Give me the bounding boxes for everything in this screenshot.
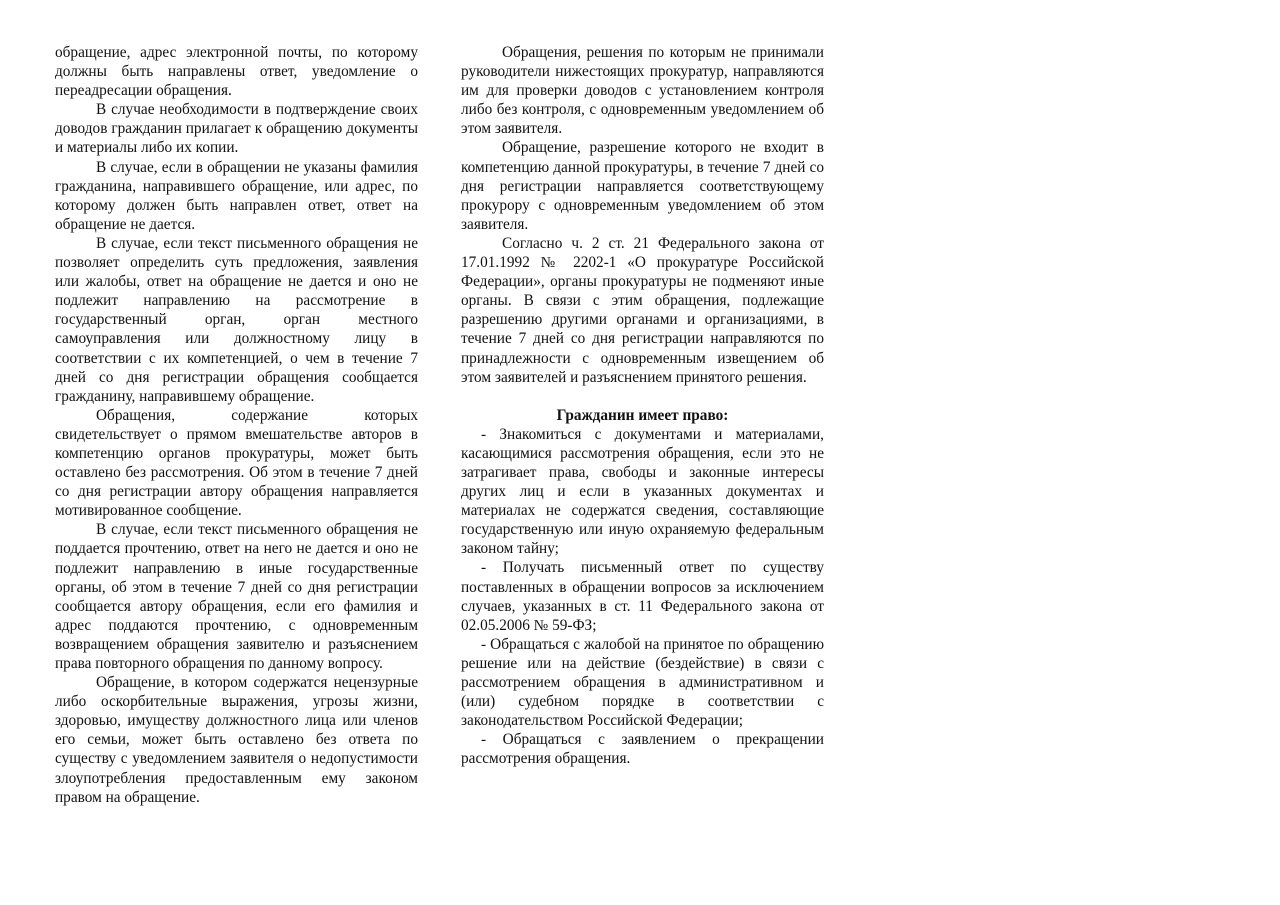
rights-item-written-answer: - Получать письменный ответ по существу поставленных в обращении вопросов за исключением случаев, указанных в ст. 11 Федерального закона от 02.05.2006 № 59-ФЗ;: [461, 559, 824, 634]
paragraph-prosecutor-law: Согласно ч. 2 ст. 21 Федерального закона от 17.01.1992 № 2202-1 «О прокуратуре Российской Федерации», органы прокуратуры не подменяют иные органы. В связи с этим обращения, подлежащие разрешению другими органами и организациями, в течение 7 дней со дня регистрации направляются по принадлежности с одновременным извещением об этом заявителей и разъяснением принятого решения.: [461, 234, 824, 386]
right-column: [461, 43, 824, 768]
paragraph-offensive-language: Обращение, в котором содержатся нецензурные либо оскорбительные выражения, угрозы жизни, здоровью, имуществу должностного лица или членов его семьи, может быть оставлено без ответа по существу с уведомлением заявителя о недопустимости злоупотребления предоставленным ему законом правом на обращение.: [55, 674, 418, 806]
paragraph-supporting-documents: В случае необходимости в подтверждение своих доводов гражданин прилагает к обращению документы и материалы либо их копии.: [55, 101, 418, 157]
paragraph-interference: Обращения, содержание которых свидетельствует о прямом вмешательстве авторов в компетенцию органов прокуратуры, может быть оставлено без рассмотрения. Об этом в течение 7 дней со дня регистрации автору обращения направляется мотивированное сообщение.: [55, 406, 418, 520]
rights-item-termination: - Обращаться с заявлением о прекращении рассмотрения обращения.: [461, 731, 824, 768]
rights-item-complaint: - Обращаться с жалобой на принятое по обращению решение или на действие (бездействие) в связи с рассмотрением обращения в административном и (или) судебном порядке в соответствии с законодательством Российской Федерации;: [461, 635, 824, 730]
paragraph-unclear-text: В случае, если текст письменного обращения не позволяет определить суть предложения, заявления или жалобы, ответ на обращение не дается и оно не подлежит направлению на рассмотрение в государственный орган, орган местного самоуправления или должностному лицу в соответствии с их компетенцией, о чем в течение 7 дней со дня регистрации обращения сообщается гражданину, направившему обращение.: [55, 234, 418, 405]
left-column: [55, 43, 418, 807]
paragraph-illegible-text: В случае, если текст письменного обращения не поддается прочтению, ответ на него не дается и оно не подлежит направлению в иные государственные органы, об этом в течение 7 дней со дня регистрации сообщается автору обращения, если его фамилия и адрес поддаются прочтению, с одновременным возвращением обращения заявителю и разъяснением права повторного обращения по данному вопросу.: [55, 521, 418, 672]
paragraph-lower-prosecutors: Обращения, решения по которым не принимали руководители нижестоящих прокуратур, направляются им для проверки доводов с установлением контроля либо без контроля, с одновременным уведомлением об этом заявителя.: [461, 44, 824, 138]
paragraph-contact-continuation: обращение, адрес электронной почты, по которому должны быть направлены ответ, уведомление о переадресации обращения.: [55, 44, 418, 100]
paragraph-competence-forwarding: Обращение, разрешение которого не входит в компетенцию данной прокуратуры, в течение 7 дней со дня регистрации направляется соответствующему прокурору с одновременным уведомлением об этом заявителя.: [461, 139, 824, 233]
rights-item-documents: - Знакомиться с документами и материалами, касающимися рассмотрения обращения, если это не затрагивает права, свободы и законные интересы других лиц и если в указанных документах и материалах не содержатся сведения, составляющие государственную или иную охраняемую федеральным законом тайну;: [461, 425, 824, 558]
paragraph-missing-name-address: В случае, если в обращении не указаны фамилия гражданина, направившего обращение, или адрес, по которому должен быть направлен ответ, ответ на обращение не дается.: [55, 158, 418, 233]
rights-heading: Гражданин имеет право:: [556, 406, 729, 424]
